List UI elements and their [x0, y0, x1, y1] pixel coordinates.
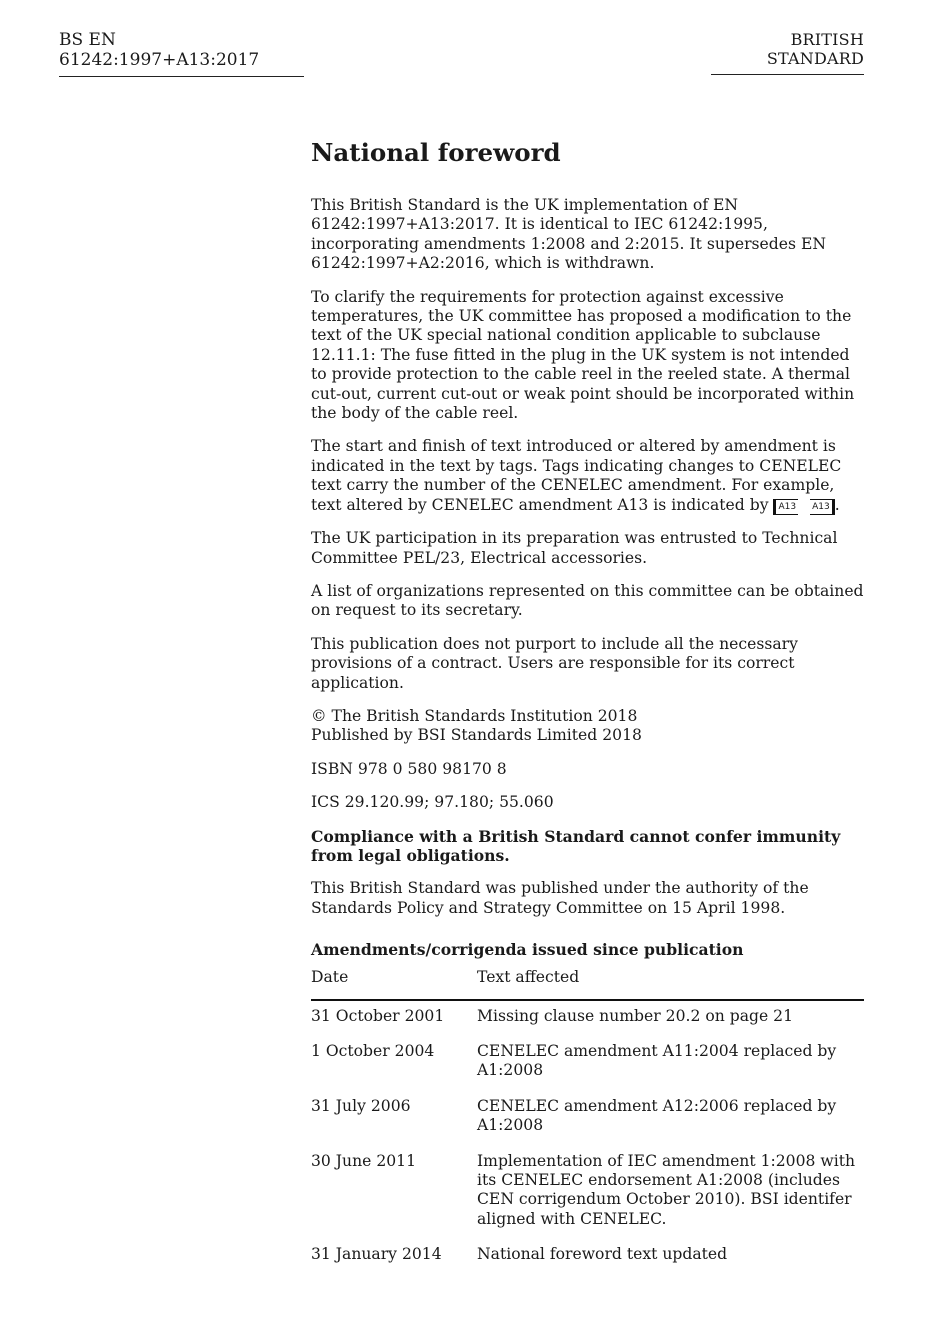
text-column-header: Text affected [477, 968, 864, 999]
amendments-title: Amendments/corrigenda issued since publication [311, 940, 744, 960]
publisher-line: Published by BSI Standards Limited 2018 [311, 726, 642, 745]
row-text: CENELEC amendment A12:2006 replaced by A1:2008 [477, 1096, 837, 1135]
amendment-end-tag: A13 [810, 499, 835, 515]
row-date: 31 January 2014 [311, 1245, 442, 1264]
implementation-paragraph: This British Standard is the UK implementation of EN 61242:1997+A13:2017. It is identical to IEC 61242:1995, incorporating amendments 1:2008 and 2:2015. It supersedes EN 61242:1997+A2:2016, which is withdrawn. [311, 196, 826, 273]
modification-paragraph: To clarify the requirements for protection against excessive temperatures, the UK committee has proposed a modification to the text of the UK special national condition applicable to subclause 12.11.1: The fuse fitted in the plug in the UK system is not intended to provide protection to the cable reel in the reeled state. A thermal cut-out, current cut-out or weak point should be incorporated within the body of the cable reel. [311, 287, 855, 423]
row-date: 31 October 2001 [311, 1006, 445, 1025]
row-text: CENELEC amendment A11:2004 replaced by A1:2008 [477, 1042, 837, 1080]
authority-paragraph: This British Standard was published under the authority of the Standards Policy and Strategy Committee on 15 April 1998. [311, 879, 809, 917]
contract-paragraph: This publication does not purport to include all the necessary provisions of a contract. Users are responsible for its correct application. [311, 634, 798, 692]
row-text: Implementation of IEC amendment 1:2008 with its CENELEC endorsement A1:2008 (includes CEN corrigendum October 2010). BSI identifer aligned with CENELEC. [477, 1151, 856, 1228]
row-date: 31 July 2006 [311, 1096, 411, 1115]
amendment-tags-end: . [834, 495, 840, 514]
table-row [311, 1097, 864, 1152]
amendment-tags-text: The start and finish of text introduced or altered by amendment is indicated in the text by tags. Tags indicating changes to CENELEC text carry the number of the CENELEC amendment. For example, text altered by CENELEC amendment A13 is indicated by [311, 437, 842, 514]
row-text: Missing clause number 20.2 on page 21 [477, 1006, 794, 1025]
amendment-tags-paragraph [311, 437, 864, 515]
table-row [311, 1152, 864, 1246]
page-title: National foreword [311, 138, 561, 167]
table-row [311, 1245, 864, 1280]
copyright-block [311, 707, 864, 746]
organizations-paragraph: A list of organizations represented on this committee can be obtained on request to its secretary. [311, 581, 864, 620]
copyright-line: © The British Standards Institution 2018 [311, 706, 638, 725]
date-column-header: Date [311, 968, 477, 999]
row-date: 1 October 2004 [311, 1042, 435, 1060]
table-row [311, 1042, 864, 1097]
row-text: National foreword text updated [477, 1245, 728, 1264]
table-header-row [311, 968, 864, 999]
compliance-notice: Compliance with a British Standard cannot confer immunity from legal obligations. [311, 826, 841, 865]
ics-codes: ICS 29.120.99; 97.180; 55.060 [311, 793, 554, 812]
amendment-start-tag: A13 [773, 499, 798, 515]
amendments-table [311, 968, 864, 1280]
national-foreword-section [311, 137, 864, 1281]
document-identifier: BS EN 61242:1997+A13:2017 [59, 30, 304, 77]
document-type-label: BRITISH STANDARD [711, 30, 864, 75]
isbn: ISBN 978 0 580 98170 8 [311, 759, 507, 778]
row-date: 30 June 2011 [311, 1151, 417, 1170]
committee-paragraph: The UK participation in its preparation was entrusted to Technical Committee PEL/23, Electrical accessories. [311, 529, 838, 567]
table-row [311, 1000, 864, 1042]
